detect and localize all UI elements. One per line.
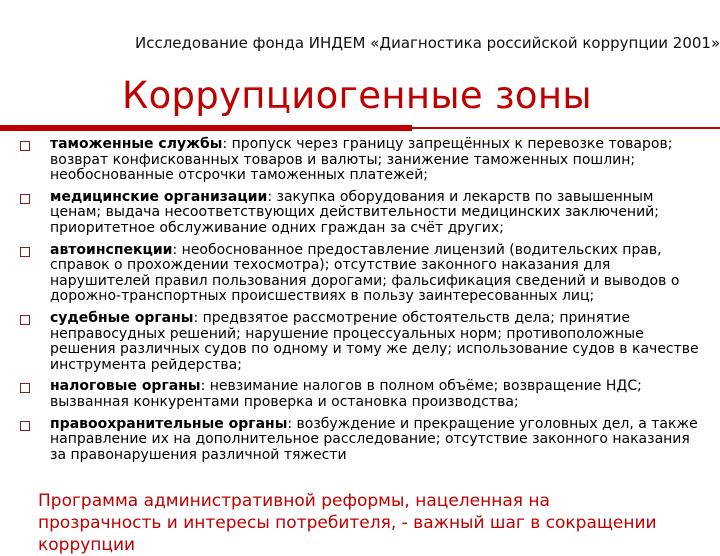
bullet-text: : возбуждение и прекращение уголовных дел, а также направление их на дополнительное расследование; отсутствие законного наказания за правонарушения различной тяжести	[50, 415, 698, 463]
source-caption: Исследование фонда ИНДЕМ «Диагностика российской коррупции 2001»	[135, 34, 720, 52]
bullet-text: : невзимание налогов в полном объёме; возвращение НДС; вызванная конкурентами проверка и остановка производства;	[50, 378, 642, 410]
bullet-item-tax	[18, 379, 708, 410]
bullet-item-customs	[18, 137, 708, 184]
title-underline-thin	[412, 127, 720, 129]
bullet-item-traffic-police	[18, 243, 708, 305]
slide-title: Коррупциогенные зоны	[122, 74, 592, 117]
square-bullet-icon	[20, 141, 30, 151]
bullet-item-law-enforcement	[18, 417, 708, 464]
bullet-text: : закупка оборудования и лекарств по завышенным ценам; выдача несоответствующих действительности медицинских заключений; приоритетное обслуживание одних граждан за счёт других;	[50, 188, 659, 236]
square-bullet-icon	[20, 421, 30, 431]
bullet-text: : пропуск через границу запрещённых к перевозке товаров; возврат конфискованных товаров и валюты; занижение таможенных пошлин; необоснованные отсрочки таможенных платежей;	[50, 136, 673, 184]
square-bullet-icon	[20, 383, 30, 393]
bullet-item-courts	[18, 311, 708, 373]
square-bullet-icon	[20, 315, 30, 325]
bullet-list	[18, 137, 708, 469]
square-bullet-icon	[20, 247, 30, 257]
bullet-text: : предвзятое рассмотрение обстоятельств дела; принятие неправосудных решений; нарушение процессуальных норм; противоположные решения различных судов по одному и тому же делу; использование судов в качестве инструмента рейдерства;	[50, 309, 699, 373]
footer-note: Программа административной реформы, нацеленная на прозрачность и интересы потребителя, - важный шаг в сокращении коррупции	[38, 491, 657, 555]
bullet-item-medical	[18, 190, 708, 237]
bullet-text: : необоснованное предоставление лицензий (водительских прав, справок о прохождении техосмотра); отсутствие законного наказания для нарушителей правил пользования дорогами; фальсификация сведений и выводов о дорожно-транспортных происшествиях в пользу заинтересованных лиц;	[50, 241, 680, 305]
bullet-term: автоинспекции	[50, 241, 173, 258]
bullet-term: правоохранительные органы	[50, 415, 288, 432]
title-underline-thick	[0, 125, 412, 131]
bullet-term: таможенные службы	[50, 136, 223, 152]
bullet-term: налоговые органы	[50, 378, 201, 395]
bullet-term: медицинские организации	[50, 188, 268, 205]
square-bullet-icon	[20, 194, 30, 204]
bullet-term: судебные органы	[50, 309, 194, 326]
